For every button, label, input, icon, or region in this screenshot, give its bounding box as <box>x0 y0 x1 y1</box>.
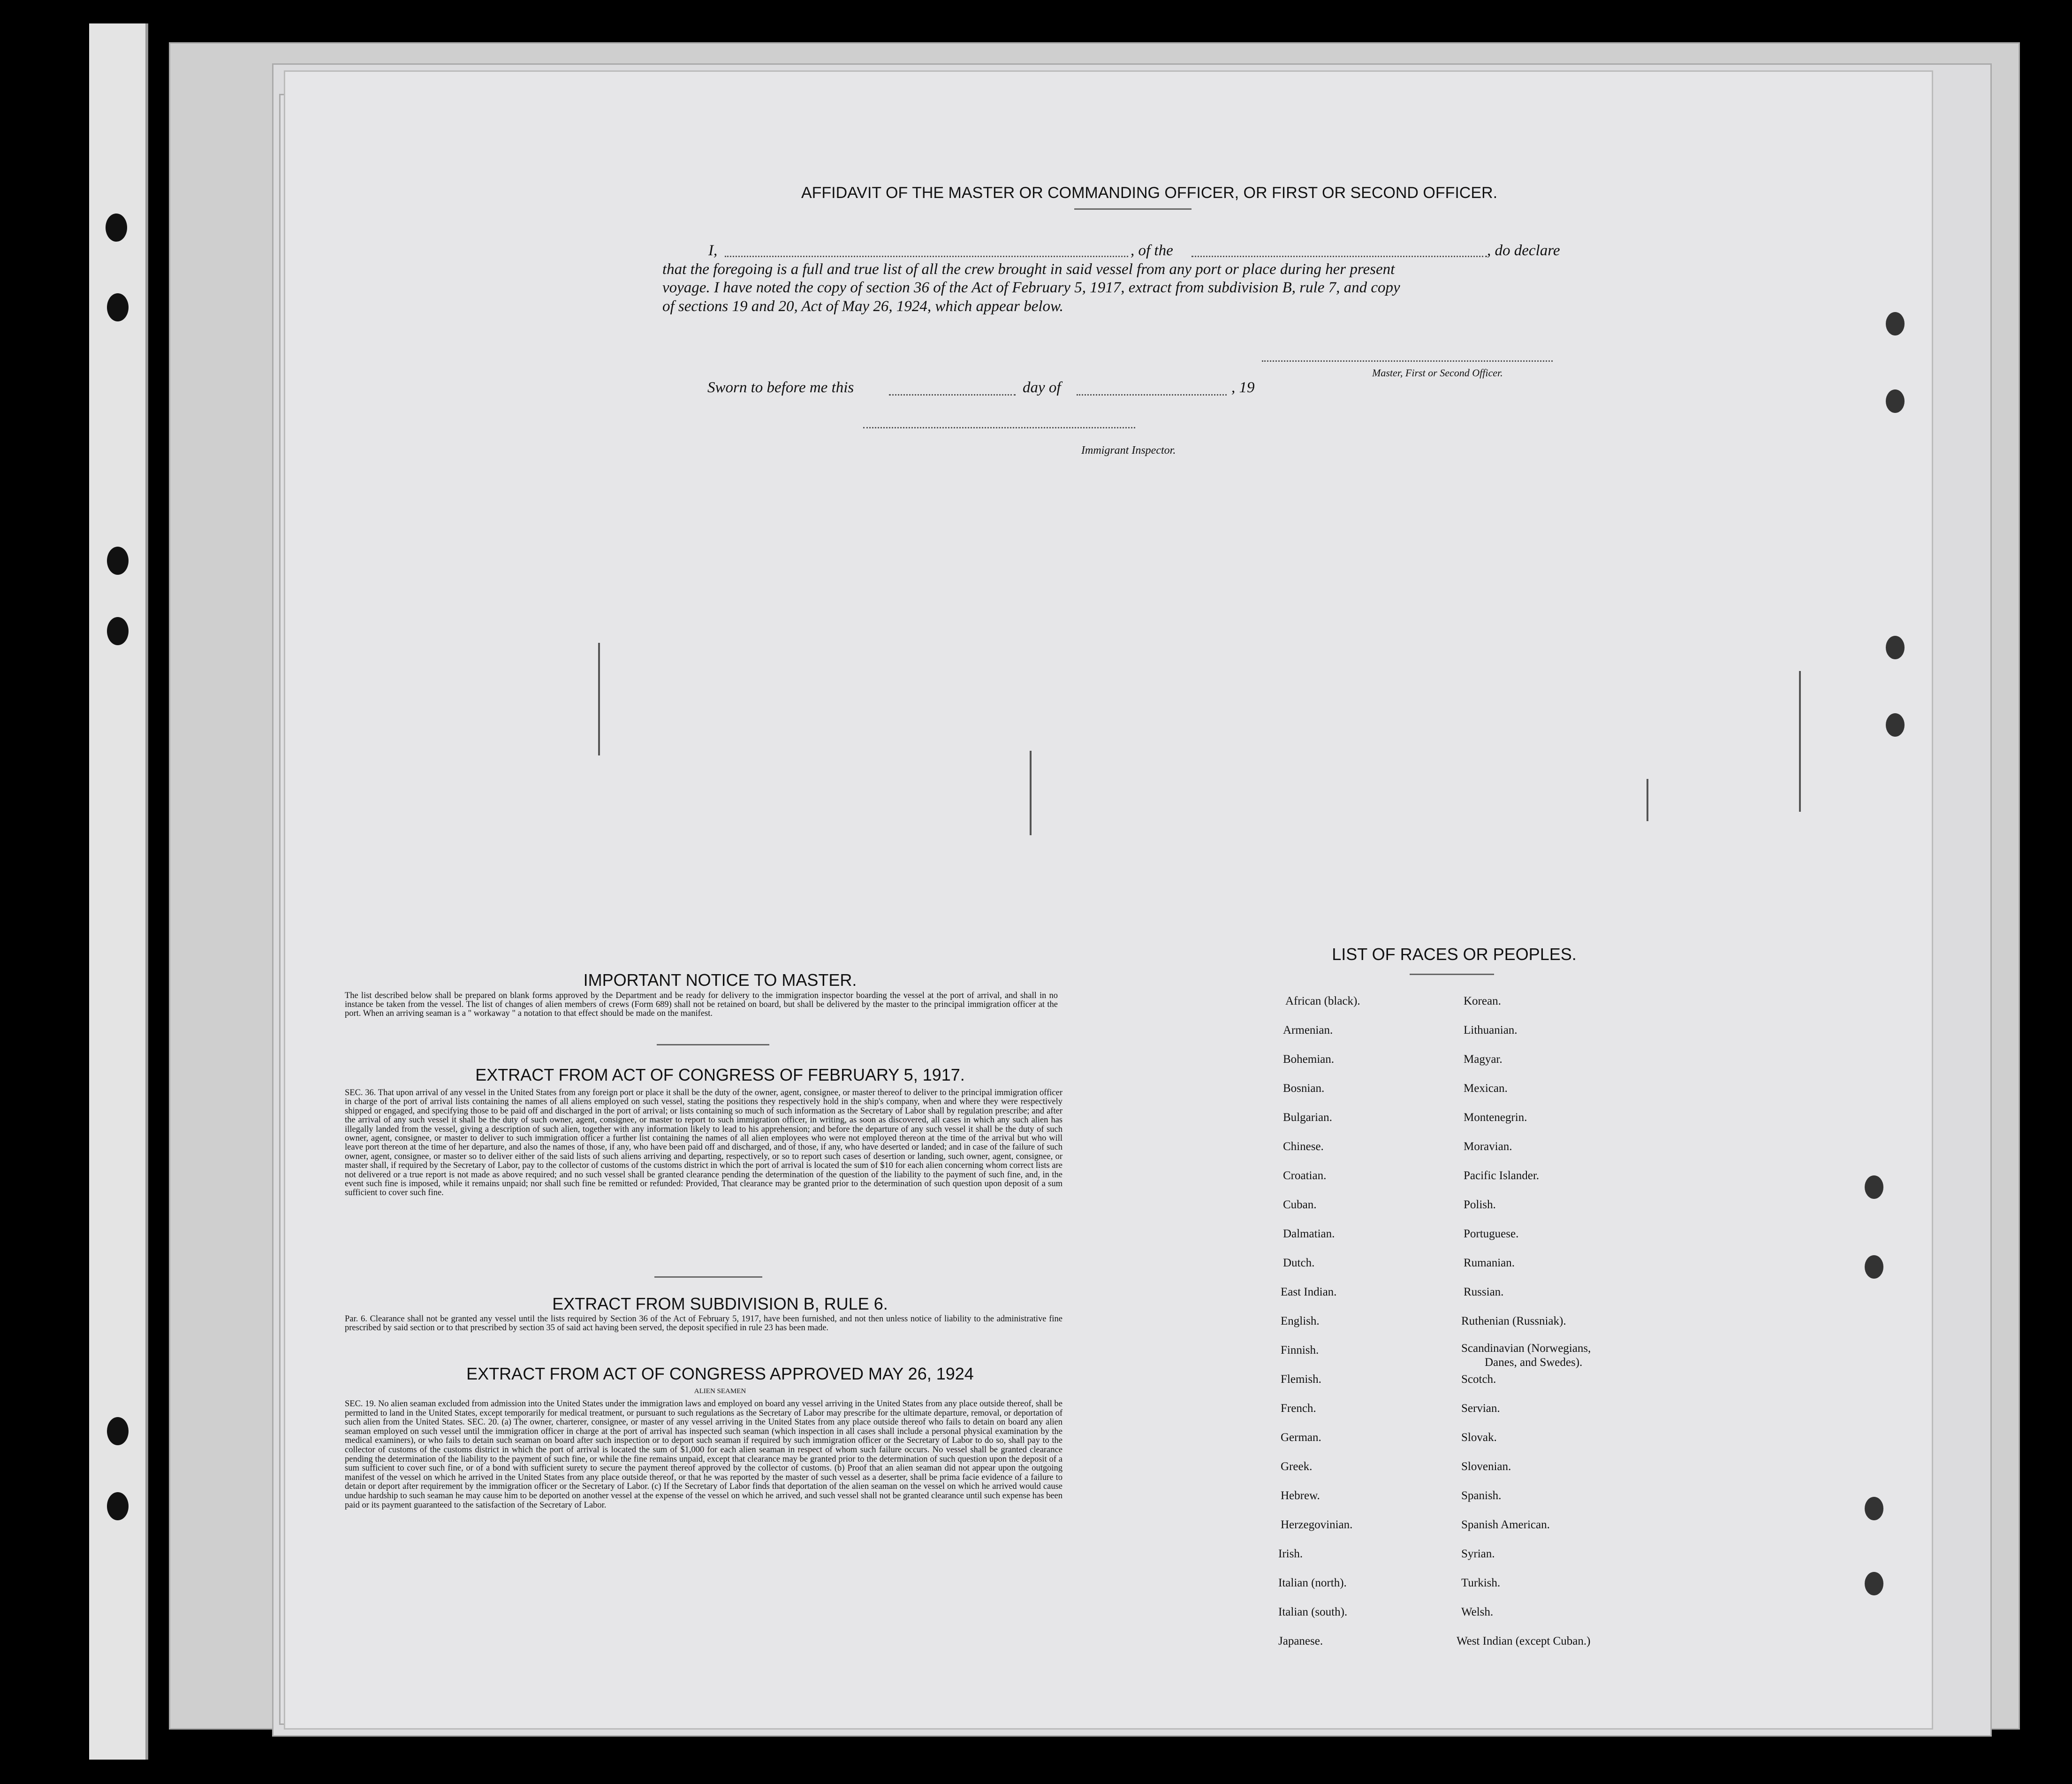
title-rule <box>1074 208 1192 210</box>
race-item: Rumanian. <box>1464 1257 1515 1269</box>
race-item: Slovenian. <box>1461 1460 1511 1473</box>
race-item: African (black). <box>1285 995 1360 1007</box>
officer-signature-field[interactable] <box>1262 360 1553 362</box>
punch-hole <box>106 213 127 242</box>
race-item: Spanish. <box>1461 1489 1502 1502</box>
race-item: Ruthenian (Russniak). <box>1461 1315 1566 1327</box>
race-item: English. <box>1281 1315 1320 1327</box>
race-item: Bohemian. <box>1283 1053 1335 1066</box>
race-item: Scotch. <box>1461 1373 1496 1386</box>
race-item: East Indian. <box>1281 1286 1337 1298</box>
declare-label: , do declare <box>1487 242 1560 259</box>
race-item: Cuban. <box>1283 1198 1317 1211</box>
affidavit-text-line2: voyage. I have noted the copy of section 36 of the Act of February 5, 1917, extract from subdivision B, rule 7, and copy <box>662 279 1400 296</box>
day-of-label: day of <box>1023 379 1061 396</box>
race-item: Bulgarian. <box>1283 1111 1332 1124</box>
punch-hole <box>1865 1175 1883 1199</box>
punch-hole <box>1886 713 1905 737</box>
extract-1917-title: EXTRACT FROM ACT OF CONGRESS OF FEBRUARY 5, 1917. <box>475 1065 965 1084</box>
extract-1924-text: SEC. 19. No alien seaman excluded from admission into the United States under the immigration laws and employed on board any vessel arriving in the United States from any place outside thereof, shall be permitted to land in the United States, except temporarily for medical treatment, or pursuant to such regulations as the Secretary of Labor may prescribe for the ultimate departure, removal, or deportation of such alien from the United States. SEC. 20. (a) The owner, charterer, consignee, or master of any vessel arriving in the United States from any place outside thereof who fails to detain on board any alien seaman employed on such vessel until the immigration officer in charge at the port of arrival has inspected such seaman (which inspection in all cases shall include a personal physical examination by the medical examiners), or who fails to detain such seaman on board after such inspection or to deport such seaman if required by such immigration officer or the Secretary of Labor to do so, shall pay to the collector of customs of the customs district in which the port of arrival is located the sum of $1,000 for each alien seaman in respect of whom such failure occurs. No vessel shall be granted clearance pending the determination of the liability to the payment of such fine, or while the fine remains unpaid, except that clearance may be granted prior to the determination of such question upon the deposit of a sum sufficient to cover such fine, or of a bond with sufficient surety to secure the payment thereof approved by the collector of customs. (b) Proof that an alien seaman did not appear upon the outgoing manifest of the vessel on which he arrived in the United States from any place outside thereof, or that he was reported by the master of such vessel as a deserter, shall be prima facie evidence of a failure to detain or deport after requirement by the immigration officer or the Secretary of Labor. (c) If the Secretary of Labor finds that deportation of the alien seaman on the vessel on which he arrived would cause undue hardship to such seaman he may cause him to be deported on another vessel at the expense of the vessel on which he arrived, and such vessel shall not be granted clearance until such expense has been paid or its payment guaranteed to the satisfaction of the Secretary of Labor. <box>345 1399 1063 1510</box>
inspector-caption: Immigrant Inspector. <box>1081 444 1176 457</box>
race-item: Montenegrin. <box>1464 1111 1527 1124</box>
notice-text: The list described below shall be prepared on blank forms approved by the Department and be ready for delivery to the immigration inspector boarding the vessel at the port of arrival, and shall in no instance be taken from the vessel. The list of changes of alien members of crews (Form 689) shall not be retained on board, but shall be delivered by the master to the principal immigration officer at the port. When an arriving seaman is a " workaway " a notation to that effect should be made on the manifest. <box>345 991 1058 1018</box>
sworn-label: Sworn to before me this <box>707 379 854 396</box>
punch-hole <box>107 617 129 645</box>
race-item: Dalmatian. <box>1283 1227 1335 1240</box>
extract-1924-subtitle: ALIEN SEAMEN <box>694 1388 746 1395</box>
punch-hole <box>1865 1497 1883 1520</box>
vessel-field[interactable] <box>1192 256 1487 257</box>
subdivision-b-text: Par. 6. Clearance shall not be granted any vessel until the lists required by Section 36 of the Act of February 5, 1917, have been furnished, and not then unless notice of liability to the administrative fine prescribed by said section or to that prescribed by section 35 of said act having been served, the deposit specified in rule 23 has been made. <box>345 1314 1063 1333</box>
inspector-signature-field[interactable] <box>863 427 1135 428</box>
race-item: Polish. <box>1464 1198 1496 1211</box>
column-mark <box>1647 779 1648 821</box>
notice-rule <box>657 1044 769 1045</box>
race-item: Hebrew. <box>1281 1489 1320 1502</box>
affidavit-text-line3: of sections 19 and 20, Act of May 26, 1924, which appear below. <box>662 298 1063 315</box>
column-mark <box>1799 671 1801 812</box>
notice-title: IMPORTANT NOTICE TO MASTER. <box>583 970 857 990</box>
race-item: Irish. <box>1278 1548 1303 1560</box>
race-item: Syrian. <box>1461 1548 1495 1560</box>
punch-hole <box>1865 1572 1883 1595</box>
race-item: Spanish American. <box>1461 1518 1550 1531</box>
race-item: Lithuanian. <box>1464 1024 1518 1037</box>
of-the-label: , of the <box>1131 242 1173 259</box>
races-rule <box>1410 974 1494 975</box>
race-item: Finnish. <box>1281 1344 1319 1357</box>
race-item: Turkish. <box>1461 1577 1501 1589</box>
race-item: Japanese. <box>1278 1635 1323 1647</box>
race-item: Croatian. <box>1283 1169 1327 1182</box>
race-item: Welsh. <box>1461 1606 1494 1618</box>
race-item: Danes, and Swedes). <box>1485 1356 1583 1369</box>
officer-caption: Master, First or Second Officer. <box>1372 367 1503 379</box>
race-item: Herzegovinian. <box>1281 1518 1353 1531</box>
race-item: Korean. <box>1464 995 1501 1007</box>
race-item: Armenian. <box>1283 1024 1333 1037</box>
race-item: Italian (south). <box>1278 1606 1348 1618</box>
race-item: French. <box>1281 1402 1316 1415</box>
race-item: Magyar. <box>1464 1053 1503 1066</box>
race-item: Flemish. <box>1281 1373 1321 1386</box>
punch-hole <box>107 293 129 321</box>
race-item: Portuguese. <box>1464 1227 1519 1240</box>
punch-hole <box>1886 636 1905 659</box>
race-item: Mexican. <box>1464 1082 1508 1095</box>
punch-hole <box>107 1417 129 1445</box>
race-item: Dutch. <box>1283 1257 1315 1269</box>
punch-hole <box>1886 389 1905 413</box>
i-label: I, <box>708 242 718 259</box>
affidavit-text-line1: that the foregoing is a full and true list of all the crew brought in said vessel from any port or place during her present <box>662 261 1395 278</box>
affidavit-title: AFFIDAVIT OF THE MASTER OR COMMANDING OFFICER, OR FIRST OR SECOND OFFICER. <box>801 184 1498 202</box>
race-item: Scandinavian (Norwegians, <box>1461 1342 1591 1355</box>
races-title: LIST OF RACES OR PEOPLES. <box>1332 945 1577 964</box>
race-item: Pacific Islander. <box>1464 1169 1540 1182</box>
extract-1917-rule <box>654 1276 762 1278</box>
race-item: Greek. <box>1281 1460 1313 1473</box>
race-item: Slovak. <box>1461 1431 1497 1444</box>
punch-hole <box>107 1492 129 1520</box>
race-item: Moravian. <box>1464 1140 1512 1153</box>
race-item: Chinese. <box>1283 1140 1324 1153</box>
punch-hole <box>1886 312 1905 335</box>
race-item: West Indian (except Cuban.) <box>1457 1635 1591 1647</box>
column-mark <box>598 643 600 755</box>
race-item: Bosnian. <box>1283 1082 1325 1095</box>
race-item: Servian. <box>1461 1402 1500 1415</box>
sworn-month-field[interactable] <box>1077 394 1227 396</box>
extract-1917-text: SEC. 36. That upon arrival of any vessel in the United States from any foreign port or place it shall be the duty of the owner, agent, consignee, or master thereof to deliver to the principal immigration officer in charge of the port of arrival lists containing the names of all aliens employed on such vessel, stating the positions they respectively hold in the ship's company, when and where they were respectively shipped or engaged, and specifying those to be paid off and discharged in the port of arrival; or lists containing so much of such information as the Secretary of Labor shall by regulation prescribe; and after the arrival of any such vessel it shall be the duty of such owner, agent, consignee, or master to report to such immigration officer, in writing, as soon as discovered, all cases in which any such alien has illegally landed from the vessel, giving a description of such alien, together with any information likely to lead to his apprehension; and before the departure of any such vessel it shall be the duty of such owner, agent, consignee, or master to deliver to such immigration officer a further list containing the names of all alien employees who were not employed thereon at the time of the arrival but who will leave port thereon at the time of her departure, and also the names of those, if any, who have been paid off and discharged, and of those, if any, who have deserted or landed; and in case of the failure of such owner, agent, consignee, or master so to deliver either of the said lists of such aliens arriving and departing, respectively, or so to report such cases of desertion or landing, such owner, agent, consignee, or master shall, if required by the Secretary of Labor, pay to the collector of customs of the customs district in which the port of arrival is located the sum of $10 for each alien concerning whom correct lists are not delivered or a true report is not made as above required; and no such vessel shall be granted clearance pending the determination of the question of the liability to the payment of such fine, and, in the event such fine is imposed, while it remains unpaid; nor shall such fine be remitted or refunded: Provided, That clearance may be granted prior to the determination of such question upon deposit of a sum sufficient to cover such fine. <box>345 1088 1063 1198</box>
race-item: German. <box>1281 1431 1321 1444</box>
punch-hole <box>107 547 129 575</box>
name-field[interactable] <box>725 256 1128 257</box>
column-mark <box>1030 751 1032 835</box>
sworn-day-field[interactable] <box>889 394 1016 396</box>
punch-hole <box>1865 1255 1883 1279</box>
race-item: Russian. <box>1464 1286 1504 1298</box>
race-item: Italian (north). <box>1278 1577 1347 1589</box>
extract-1924-title: EXTRACT FROM ACT OF CONGRESS APPROVED MAY 26, 1924 <box>466 1364 974 1383</box>
year-label: , 19 <box>1231 379 1255 396</box>
subdivision-b-title: EXTRACT FROM SUBDIVISION B, RULE 6. <box>552 1294 888 1313</box>
